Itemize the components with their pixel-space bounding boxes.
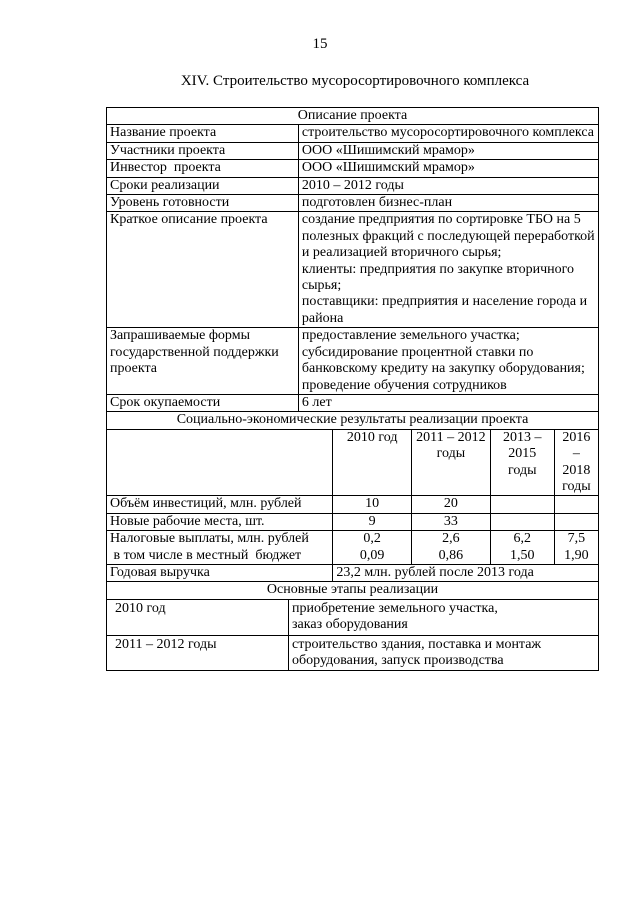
row-label: Краткое описание проекта xyxy=(107,212,299,328)
row-label: Инвестор проекта xyxy=(107,160,299,177)
row-value: 2010 – 2012 годы xyxy=(298,177,598,194)
table-row xyxy=(107,599,599,635)
table-row xyxy=(107,125,599,142)
stages-table xyxy=(106,599,599,672)
row-value: 6 лет xyxy=(298,394,598,411)
cell-value: 0,2 0,09 xyxy=(333,531,412,565)
cell-value: 6,2 1,50 xyxy=(490,531,554,565)
stage-text: приобретение земельного участка, заказ оборудования xyxy=(289,599,599,635)
table-row xyxy=(107,513,599,530)
table-row xyxy=(107,394,599,411)
cell-value xyxy=(490,496,554,513)
row-value: создание предприятия по сортировке ТБО на 5 полезных фракций с последующей переработкой и реализацией вторичного сырья; клиенты: предприятия по закупке вторичного сырья; поставщики: предприятия и население города и района xyxy=(298,212,598,328)
row-label: Срок окупаемости xyxy=(107,394,299,411)
column-header: 2010 год xyxy=(333,429,412,496)
column-header: 2013 – 2015 годы xyxy=(490,429,554,496)
stages-header: Основные этапы реализации xyxy=(107,582,599,599)
column-header: 2016 – 2018 годы xyxy=(554,429,598,496)
row-label: Годовая выручка xyxy=(107,564,333,581)
cell-value: 2,6 0,86 xyxy=(412,531,491,565)
table-row xyxy=(107,496,599,513)
row-label: Налоговые выплаты, млн. рублей в том числе в местный бюджет xyxy=(107,531,333,565)
row-label: Сроки реализации xyxy=(107,177,299,194)
table-row xyxy=(107,564,599,581)
row-value: 23,2 млн. рублей после 2013 года xyxy=(333,564,599,581)
row-value: предоставление земельного участка; субсидирование процентной ставки по банковскому кредиту на закупку оборудования; проведение обучения сотрудников xyxy=(298,328,598,395)
row-label: Новые рабочие места, шт. xyxy=(107,513,333,530)
row-label: Объём инвестиций, млн. рублей xyxy=(107,496,333,513)
column-header: 2011 – 2012 годы xyxy=(412,429,491,496)
page-number: 15 xyxy=(312,36,328,52)
table-row xyxy=(107,212,599,328)
cell-value: 9 xyxy=(333,513,412,530)
table-row xyxy=(107,160,599,177)
cell-value: 20 xyxy=(412,496,491,513)
table-row xyxy=(107,142,599,159)
results-columns-row xyxy=(107,429,599,496)
project-table xyxy=(106,107,599,600)
row-label: Участники проекта xyxy=(107,142,299,159)
cell-value: 7,5 1,90 xyxy=(554,531,598,565)
stage-period: 2010 год xyxy=(107,599,289,635)
empty-cell xyxy=(107,429,333,496)
stage-text: строительство здания, поставка и монтаж оборудования, запуск производства xyxy=(289,635,599,671)
row-value: подготовлен бизнес-план xyxy=(298,195,598,212)
table-row xyxy=(107,177,599,194)
row-label: Запрашиваемые формы государственной поддержки проекта xyxy=(107,328,299,395)
cell-value xyxy=(554,496,598,513)
stage-period: 2011 – 2012 годы xyxy=(107,635,289,671)
section-title: XIV. Строительство мусоросортировочного комплекса xyxy=(180,73,530,89)
description-header: Описание проекта xyxy=(107,108,599,125)
row-value: ООО «Шишимский мрамор» xyxy=(298,160,598,177)
cell-value xyxy=(554,513,598,530)
table-row xyxy=(107,635,599,671)
row-value: строительство мусоросортировочного комплекса xyxy=(298,125,598,142)
table-row xyxy=(107,531,599,565)
cell-value: 33 xyxy=(412,513,491,530)
table-row xyxy=(107,195,599,212)
cell-value: 10 xyxy=(333,496,412,513)
cell-value xyxy=(490,513,554,530)
table-row xyxy=(107,328,599,395)
results-header: Социально-экономические результаты реализации проекта xyxy=(107,412,599,429)
row-label: Название проекта xyxy=(107,125,299,142)
project-document xyxy=(106,107,599,671)
row-label: Уровень готовности xyxy=(107,195,299,212)
row-value: ООО «Шишимский мрамор» xyxy=(298,142,598,159)
